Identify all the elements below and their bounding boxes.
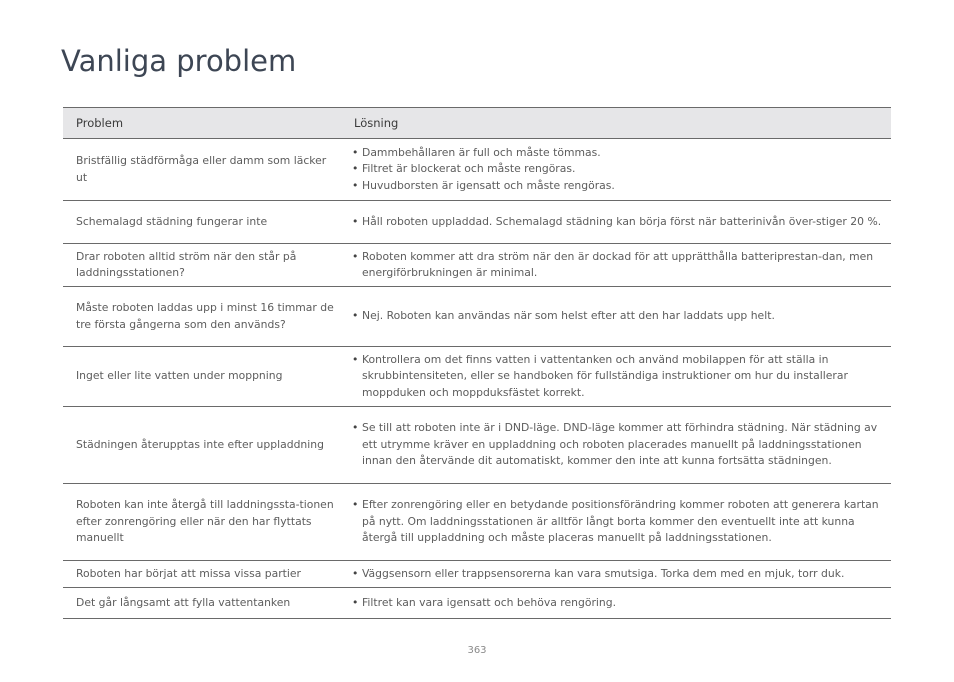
problem-cell: Roboten har börjat att missa vissa partier bbox=[63, 561, 339, 588]
solution-cell bbox=[339, 347, 891, 407]
solution-cell bbox=[339, 139, 891, 201]
solution-item: • Filtret kan vara igensatt och behöva rengöring. bbox=[352, 595, 891, 611]
solution-list bbox=[352, 566, 891, 582]
solution-list bbox=[352, 249, 891, 282]
solution-list bbox=[352, 308, 891, 324]
solution-cell bbox=[339, 244, 891, 287]
table-row bbox=[63, 347, 891, 407]
problem-cell: Det går långsamt att fylla vattentanken bbox=[63, 588, 339, 619]
solution-item: • Filtret är blockerat och måste rengöras. bbox=[352, 161, 891, 177]
problem-cell: Schemalagd städning fungerar inte bbox=[63, 201, 339, 244]
solution-cell bbox=[339, 561, 891, 588]
page-title: Vanliga problem bbox=[61, 44, 297, 78]
table-row bbox=[63, 244, 891, 287]
table-header-row bbox=[63, 108, 891, 139]
solution-cell bbox=[339, 201, 891, 244]
problem-cell: Drar roboten alltid ström när den står på laddningsstationen? bbox=[63, 244, 339, 287]
solution-cell bbox=[339, 484, 891, 561]
solution-list bbox=[352, 352, 891, 401]
solution-item: • Se till att roboten inte är i DND-läge. DND-läge kommer att förhindra städning. När städning av ett utrymme kräver en uppladdning och roboten placerades manuellt på laddningsstationen innan den återvände dit automatiskt, kommer den inte att kunna fortsätta städningen. bbox=[352, 420, 891, 469]
solution-list bbox=[352, 420, 891, 469]
solution-item: • Huvudborsten är igensatt och måste rengöras. bbox=[352, 178, 891, 194]
table-row bbox=[63, 139, 891, 201]
table-row bbox=[63, 484, 891, 561]
page-number: 363 bbox=[467, 645, 487, 656]
solution-item: • Väggsensorn eller trappsensorerna kan vara smutsiga. Torka dem med en mjuk, torr duk. bbox=[352, 566, 891, 582]
solution-item: • Efter zonrengöring eller en betydande positionsförändring kommer roboten att generera kartan på nytt. Om laddningsstationen är alltför långt borta kommer den eventuellt inte att kunna återgå till uppladdning och måste placeras manuellt på laddningsstationen. bbox=[352, 497, 891, 546]
column-header-solution: Lösning bbox=[339, 108, 891, 139]
table-row bbox=[63, 588, 891, 619]
problem-cell: Städningen återupptas inte efter uppladdning bbox=[63, 407, 339, 484]
solution-item: • Roboten kommer att dra ström när den är dockad för att upprätthålla batteriprestan-dan, men energiförbrukningen är minimal. bbox=[352, 249, 891, 282]
column-header-problem: Problem bbox=[63, 108, 339, 139]
solution-list bbox=[352, 145, 891, 194]
problem-cell: Bristfällig städförmåga eller damm som läcker ut bbox=[63, 139, 339, 201]
solution-list bbox=[352, 595, 891, 611]
table-row bbox=[63, 561, 891, 588]
table-row bbox=[63, 407, 891, 484]
solution-list bbox=[352, 497, 891, 546]
problem-solution-table bbox=[63, 107, 891, 619]
solution-cell bbox=[339, 287, 891, 347]
solution-cell bbox=[339, 588, 891, 619]
problem-cell: Inget eller lite vatten under moppning bbox=[63, 347, 339, 407]
solution-item: • Nej. Roboten kan användas när som helst efter att den har laddats upp helt. bbox=[352, 308, 891, 324]
table-row bbox=[63, 201, 891, 244]
problem-cell: Måste roboten laddas upp i minst 16 timmar de tre första gångerna som den används? bbox=[63, 287, 339, 347]
solution-list bbox=[352, 214, 891, 230]
solution-cell bbox=[339, 407, 891, 484]
solution-item: • Håll roboten uppladdad. Schemalagd städning kan börja först när batterinivån över-stiger 20 %. bbox=[352, 214, 891, 230]
solution-item: • Kontrollera om det finns vatten i vattentanken och använd mobilappen för att ställa in skrubbintensiteten, eller se handboken för fullständiga instruktioner om hur du installerar moppduken och moppduksfästet korrekt. bbox=[352, 352, 891, 401]
solution-item: • Dammbehållaren är full och måste tömmas. bbox=[352, 145, 891, 161]
problem-cell: Roboten kan inte återgå till laddningssta-tionen efter zonrengöring eller när den har flyttats manuellt bbox=[63, 484, 339, 561]
table-row bbox=[63, 287, 891, 347]
